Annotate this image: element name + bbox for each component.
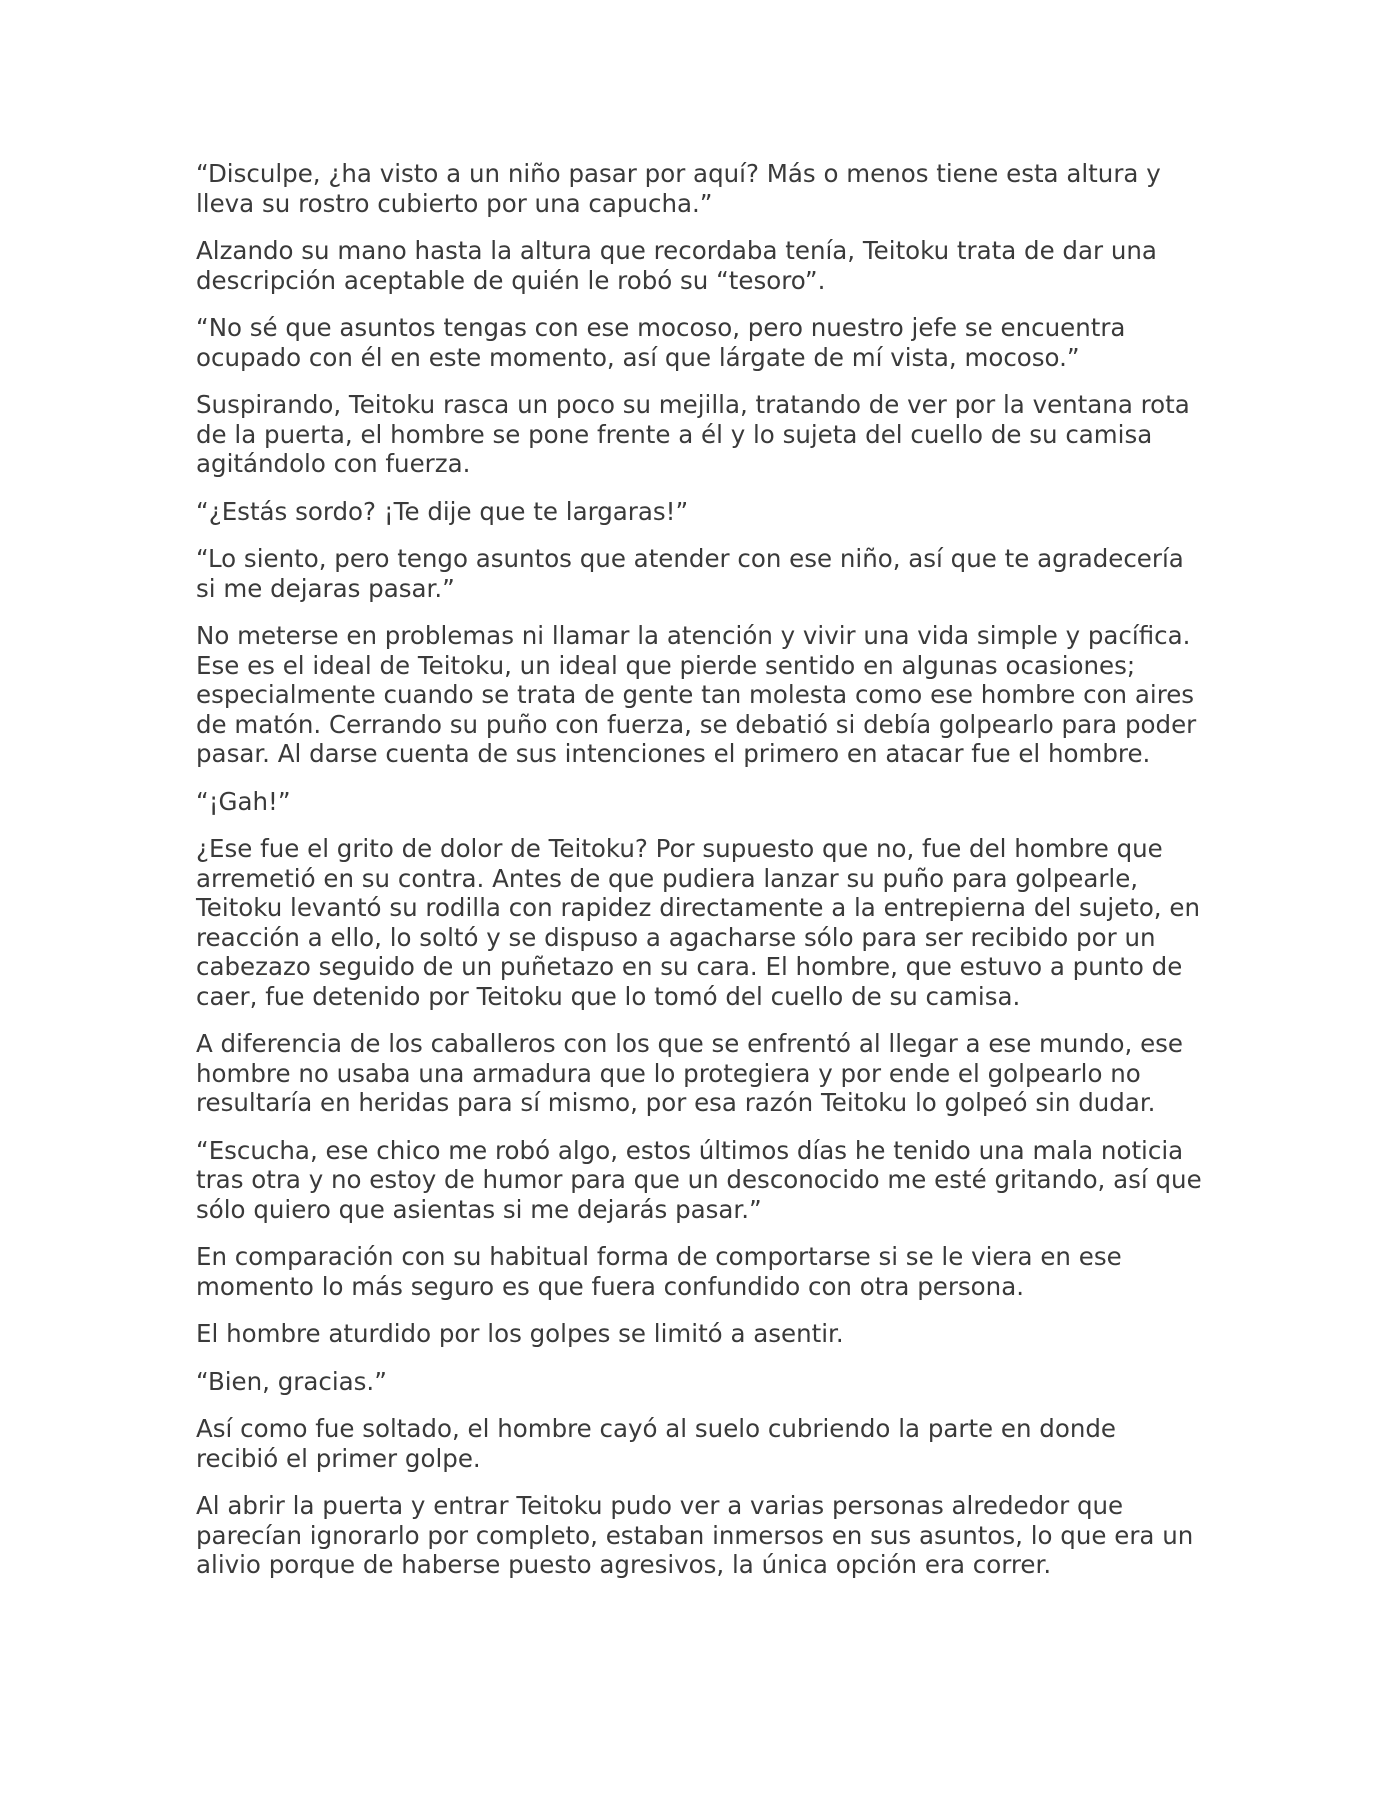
paragraph: “¡Gah!” (196, 786, 291, 816)
paragraph: Al abrir la puerta y entrar Teitoku pudo ver a varias personas alrededor que parecían ignorarlo por completo, estaban inmersos en sus asuntos, lo que era un alivio porque de haberse puesto agresivos, la única opción era correr. (196, 1491, 1194, 1579)
paragraph: Alzando su mano hasta la altura que recordaba tenía, Teitoku trata de dar una descripción aceptable de quién le robó su “tesoro”. (196, 236, 1157, 295)
paragraph: “Lo siento, pero tengo asuntos que atender con ese niño, así que te agradecería si me dejaras pasar.” (196, 544, 1184, 603)
paragraph: A diferencia de los caballeros con los que se enfrentó al llegar a ese mundo, ese hombre no usaba una armadura que lo protegiera y por ende el golpearlo no resultaría en heridas para sí mismo, por esa razón Teitoku lo golpeó sin dudar. (196, 1029, 1183, 1117)
paragraph: Así como fue soltado, el hombre cayó al suelo cubriendo la parte en donde recibió el primer golpe. (196, 1414, 1117, 1473)
paragraph: El hombre aturdido por los golpes se limitó a asentir. (196, 1319, 844, 1348)
paragraph: “No sé que asuntos tengas con ese mocoso, pero nuestro jefe se encuentra ocupado con él en este momento, así que lárgate de mí vista, mocoso.” (196, 313, 1126, 372)
paragraph: ¿Ese fue el grito de dolor de Teitoku? Por supuesto que no, fue del hombre que arremetió en su contra. Antes de que pudiera lanzar su puño para golpearle, Teitoku levantó su rodilla con rapidez directamente a la entrepierna del sujeto, en reacción a ello, lo soltó y se dispuso a agacharse sólo para ser recibido por un cabezazo seguido de un puñetazo en su cara. El hombre, que estuvo a punto de caer, fue detenido por Teitoku que lo tomó del cuello de su camisa. (196, 834, 1200, 1011)
paragraph: “Bien, gracias.” (196, 1366, 387, 1396)
paragraph: “¿Estás sordo? ¡Te dije que te largaras!” (196, 496, 689, 526)
paragraph: En comparación con su habitual forma de comportarse si se le viera en ese momento lo más seguro es que fuera confundido con otra persona. (196, 1242, 1122, 1301)
paragraph: Suspirando, Teitoku rasca un poco su mejilla, tratando de ver por la ventana rota de la puerta, el hombre se pone frente a él y lo sujeta del cuello de su camisa agitándolo con fuerza. (196, 390, 1190, 478)
paragraph: No meterse en problemas ni llamar la atención y vivir una vida simple y pacífica. Ese es el ideal de Teitoku, un ideal que pierde sentido en algunas ocasiones; especialmente cuando se trata de gente tan molesta como ese hombre con aires de matón. Cerrando su puño con fuerza, se debatió si debía golpearlo para poder pasar. Al darse cuenta de sus intenciones el primero en atacar fue el hombre. (196, 621, 1197, 768)
paragraph: “Disculpe, ¿ha visto a un niño pasar por aquí? Más o menos tiene esta altura y lleva su rostro cubierto por una capucha.” (196, 159, 1161, 218)
paragraph: “Escucha, ese chico me robó algo, estos últimos días he tenido una mala noticia tras otra y no estoy de humor para que un desconocido me esté gritando, así que sólo quiero que asientas si me dejarás pasar.” (196, 1135, 1202, 1224)
document-body (196, 159, 1202, 1598)
